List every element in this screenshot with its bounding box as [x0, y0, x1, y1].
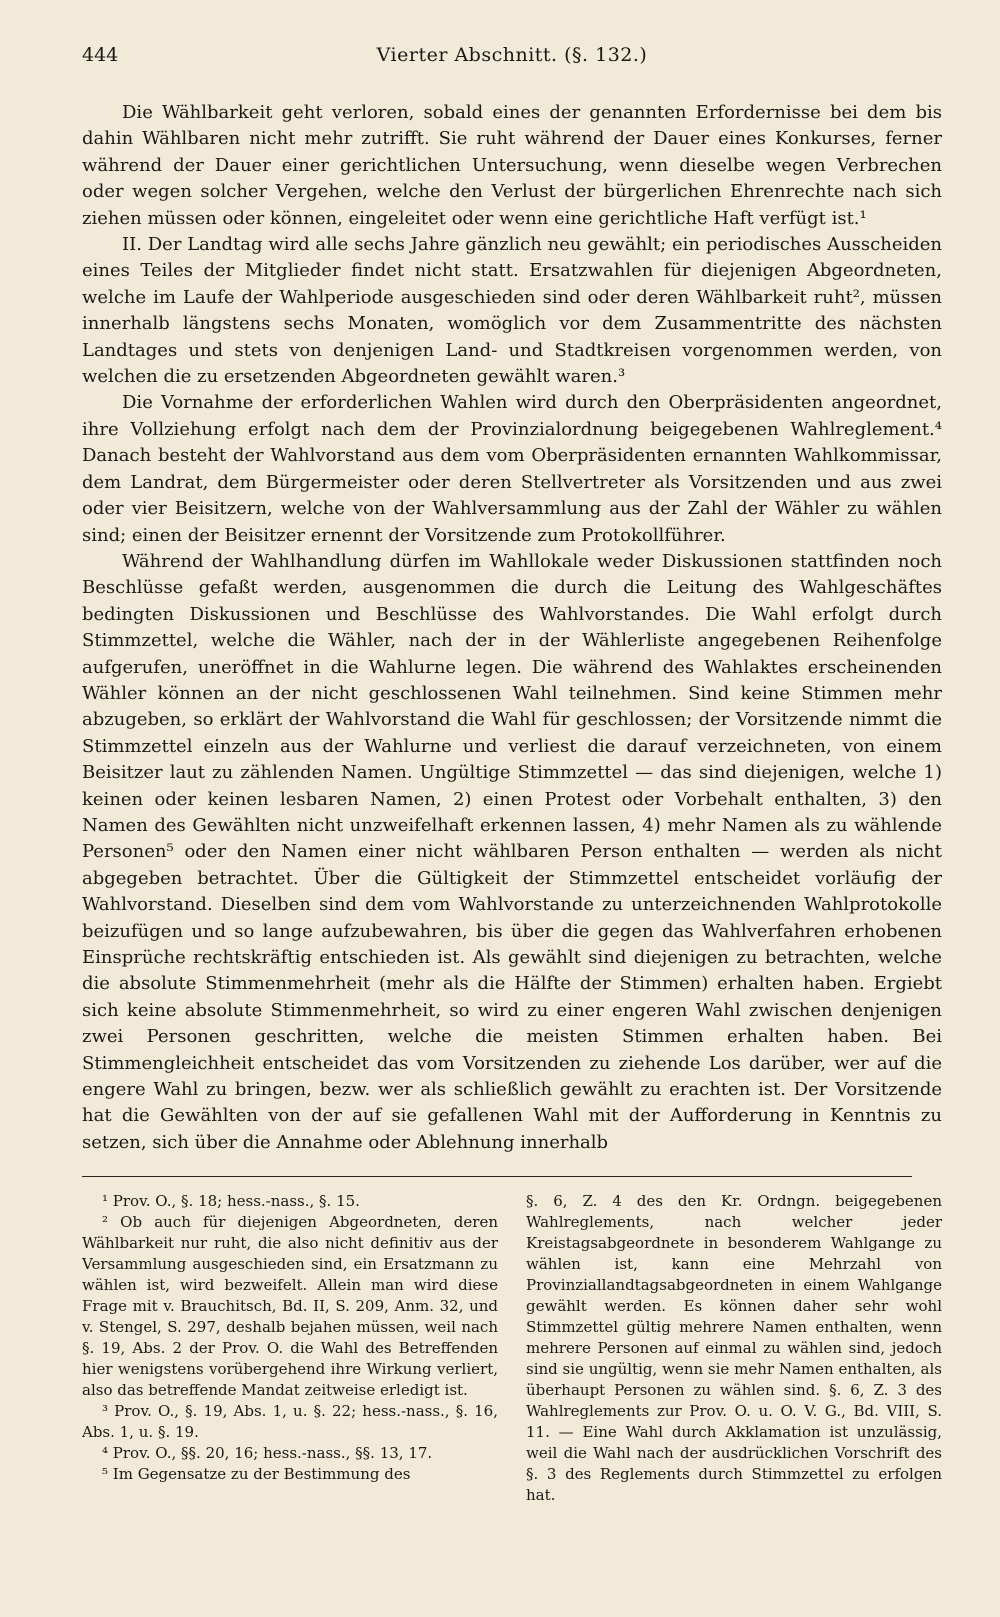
- running-title: Vierter Abschnitt. (§. 132.): [376, 44, 648, 66]
- paragraph: II. Der Landtag wird alle sechs Jahre gänzlich neu gewählt; ein periodisches Ausscheiden eines Teiles der Mitglieder findet nicht statt. Ersatzwahlen für diejenigen Abgeordneten, welche im Laufe der Wahlperiode ausgeschieden sind oder deren Wählbarkeit ruht², müssen innerhalb längstens sechs Monaten, womöglich vor dem Zusammentritte des nächsten Landtages und stets von denjenigen Land- und Stadtkreisen vorgenommen werden, von welchen die zu ersetzenden Abgeordneten gewählt waren.³: [82, 234, 942, 388]
- footnotes-right-column: [526, 1191, 942, 1506]
- footnote: ² Ob auch für diejenigen Abgeordneten, deren Wählbarkeit nur ruht, die also nicht definitiv aus der Versammlung ausgeschieden sind, ein Ersatzmann zu wählen ist, wird bezweifelt. Allein man wird diese Frage mit v. Brauchitsch, Bd. II, S. 209, Anm. 32, und v. Stengel, S. 297, deshalb bejahen müssen, weil nach §. 19, Abs. 2 der Prov. O. die Wahl des Betreffenden hier wenigstens vorübergehend ihre Wirkung verliert, also das betreffende Mandat zeitweise erledigt ist.: [82, 1213, 498, 1400]
- main-text: [82, 100, 942, 1156]
- page-number: 444: [82, 44, 119, 66]
- footnote: ⁵ Im Gegensatze zu der Bestimmung des: [102, 1465, 411, 1484]
- footnote: ⁴ Prov. O., §§. 20, 16; hess.-nass., §§. 13, 17.: [102, 1444, 433, 1463]
- page-header: [82, 44, 942, 82]
- footnotes: [82, 1191, 942, 1506]
- footnote: ³ Prov. O., §. 19, Abs. 1, u. §. 22; hess.-nass., §. 16, Abs. 1, u. §. 19.: [82, 1402, 498, 1442]
- footnote-divider: [82, 1176, 912, 1177]
- paragraph: Während der Wahlhandlung dürfen im Wahllokale weder Diskussionen stattfinden noch Beschlüsse gefaßt werden, ausgenommen die durch die Leitung des Wahlgeschäftes bedingten Diskussionen und Beschlüsse des Wahlvorstandes. Die Wahl erfolgt durch Stimmzettel, welche die Wähler, nach der in der Wählerliste angegebenen Reihenfolge aufgerufen, uneröffnet in die Wahlurne legen. Die während des Wahlaktes erscheinenden Wähler können an der nicht geschlossenen Wahl teilnehmen. Sind keine Stimmen mehr abzugeben, so erklärt der Wahlvorstand die Wahl für geschlossen; der Vorsitzende nimmt die Stimmzettel einzeln aus der Wahlurne und verliest die darauf verzeichneten, von einem Beisitzer laut zu zählenden Namen. Ungültige Stimmzettel — das sind diejenigen, welche 1) keinen oder keinen lesbaren Namen, 2) einen Protest oder Vorbehalt enthalten, 3) den Namen des Gewählten nicht unzweifelhaft erkennen lassen, 4) mehr Namen als zu wählende Personen⁵ oder den Namen einer nicht wählbaren Person enthalten — werden als nicht abgegeben betrachtet. Über die Gültigkeit der Stimmzettel entscheidet vorläufig der Wahlvorstand. Dieselben sind dem vom Wahlvorstande zu unterzeichnenden Wahlprotokolle beizufügen und so lange aufzubewahren, bis über die gegen das Wahlverfahren erhobenen Einsprüche rechtskräftig entschieden ist. Als gewählt sind diejenigen zu betrachten, welche die absolute Stimmenmehrheit (mehr als die Hälfte der Stimmen) erhalten haben. Ergiebt sich keine absolute Stimmenmehrheit, so wird zu einer engeren Wahl zwischen denjenigen zwei Personen geschritten, welche die meisten Stimmen erhalten haben. Bei Stimmengleichheit entscheidet das vom Vorsitzenden zu ziehende Los darüber, wer auf die engere Wahl zu bringen, bezw. wer als schließlich gewählt zu erachten ist. Der Vorsitzende hat die Gewählten von der auf sie gefallenen Wahl mit der Aufforderung in Kenntnis zu setzen, sich über die Annahme oder Ablehnung innerhalb: [82, 550, 942, 1153]
- paragraph: Die Wählbarkeit geht verloren, sobald eines der genannten Erfordernisse bei dem bis dahin Wählbaren nicht mehr zutrifft. Sie ruht während der Dauer eines Konkurses, ferner während der Dauer einer gerichtlichen Untersuchung, wenn dieselbe wegen Verbrechen oder wegen solcher Vergehen, welche den Verlust der bürgerlichen Ehrenrechte nach sich ziehen müssen oder können, eingeleitet oder wenn eine gerichtliche Haft verfügt ist.¹: [82, 102, 942, 229]
- footnotes-left-column: [82, 1191, 498, 1506]
- footnote: ¹ Prov. O., §. 18; hess.-nass., §. 15.: [102, 1192, 360, 1211]
- footnote-continuation: §. 6, Z. 4 des den Kr. Ordngn. beigegebenen Wahlreglements, nach welcher jeder Kreistagsabgeordnete in besonderem Wahlgange zu wählen ist, kann eine Mehrzahl von Provinziallandtagsabgeordneten in einem Wahlgange gewählt werden. Es können daher sehr wohl Stimmzettel gültig mehrere Namen enthalten, wenn mehrere Personen auf einmal zu wählen sind, jedoch sind sie ungültig, wenn sie mehr Namen enthalten, als überhaupt Personen zu wählen sind. §. 6, Z. 3 des Wahlreglements zur Prov. O. u. O. V. G., Bd. VIII, S. 11. — Eine Wahl durch Akklamation ist unzulässig, weil die Wahl nach der ausdrücklichen Vorschrift des §. 3 des Reglements durch Stimmzettel zu erfolgen hat.: [526, 1192, 942, 1505]
- paragraph: Die Vornahme der erforderlichen Wahlen wird durch den Oberpräsidenten angeordnet, ihre Vollziehung erfolgt nach dem der Provinzialordnung beigegebenen Wahlreglement.⁴ Danach besteht der Wahlvorstand aus dem vom Oberpräsidenten ernannten Wahlkommissar, dem Landrat, dem Bürgermeister oder deren Stellvertreter als Vorsitzenden und aus zwei oder vier Beisitzern, welche von der Wahlversammlung aus der Zahl der Wähler zu wählen sind; einen der Beisitzer ernennt der Vorsitzende zum Protokollführer.: [82, 392, 942, 546]
